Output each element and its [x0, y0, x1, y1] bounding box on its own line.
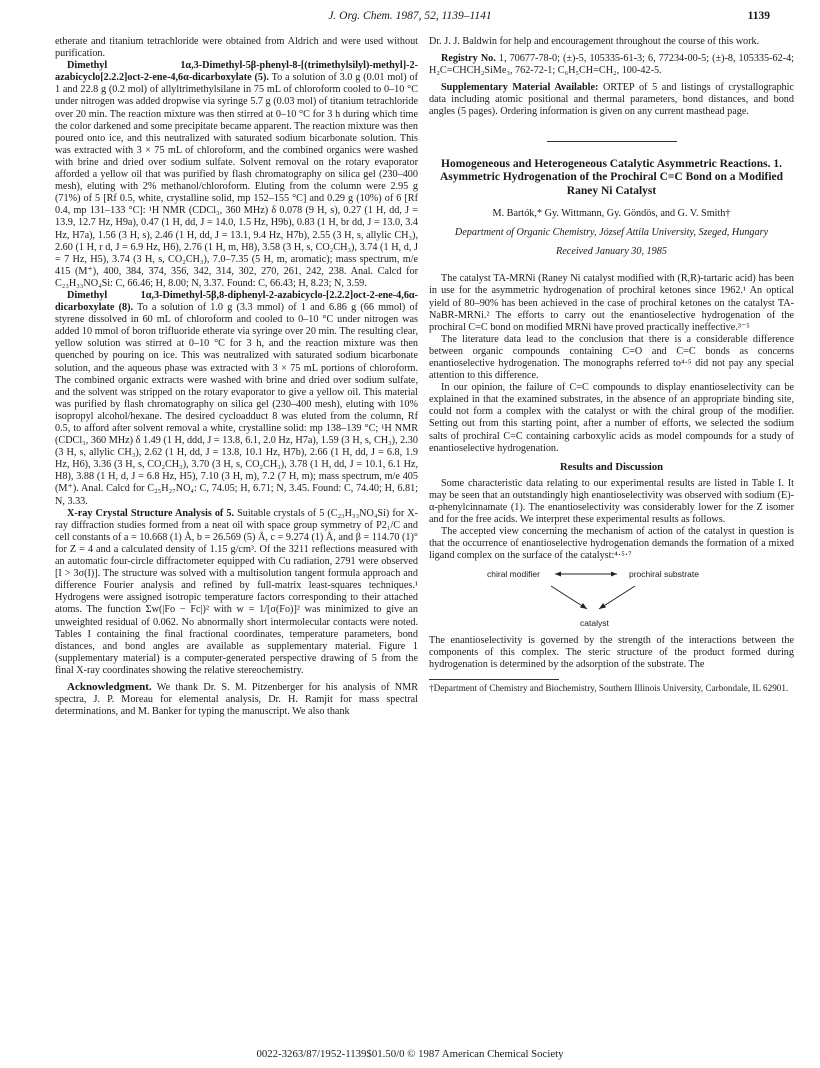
paragraph-continuation: etherate and titanium tetrachloride were obtained from Aldrich and were used without purification.	[55, 36, 418, 60]
complex-scheme	[429, 565, 794, 631]
article-affiliation: Department of Organic Chemistry, József Attila University, Szeged, Hungary	[454, 227, 769, 239]
copyright-footer: 0022-3263/87/1952-1139$01.50/0 © 1987 American Chemical Society	[256, 1048, 564, 1060]
results-paragraph-1: Some characteristic data relating to our experimental results are listed in Table I. It may be seen that an outstandingly high enantioselectivity was observed with sodium (E)-α-phenylcinnamate (1). The enantioselectivity was considerably lower for the Z isomer and for the free acids. We interpret these experimental results as follows.	[429, 477, 794, 526]
registry-body: 1, 70677-78-0; (±)-5, 105335-61-3; 6, 77234-00-5; (±)-8, 105335-62-4; H₂C=CHCH₂SiMe₃, 762-72-1; C₆H₅CH=CH₂, 100-42-5.	[429, 53, 795, 77]
supplementary-heading: Supplementary Material Available:	[441, 82, 599, 94]
procedure-compound-8	[55, 290, 418, 508]
results-paragraph-2: The accepted view concerning the mechanism of action of the catalyst in question is that the occurrence of enantioselective hydrogenation demands the formation of a mixed ligand complex on the surface of the catalyst:⁴·⁵·⁷	[429, 526, 794, 562]
procedure-heading: Dimethyl 1α,3-Dimethyl-5β-phenyl-8-[(trimethylsilyl)-methyl]-2-azabicyclo[2.2.2]oct-2-ene-4,6α-dicarboxylate (5).	[55, 60, 418, 84]
article-title: Homogeneous and Heterogeneous Catalytic Asymmetric Reactions. 1. Asymmetric Hydrogenation of the Prochiral C=C Bond on a Modified Raney Ni Catalyst	[439, 157, 784, 197]
article-divider	[547, 141, 677, 142]
acknowledgment-heading: Acknowledgment.	[67, 680, 152, 693]
registry-heading: Registry No.	[441, 53, 496, 65]
footnote: †Department of Chemistry and Biochemistry, Southern Illinois University, Carbondale, IL 62901.	[429, 682, 789, 693]
arrowhead-catalyst-left	[580, 603, 587, 609]
supplementary-body: ORTEP of 5 and listings of crystallographic data including atomic positional and thermal parameters, bond distances, and bond angles (5 pages). Ordering information is given on any current masthead page.	[429, 82, 794, 118]
received-date: Received January 30, 1985	[556, 246, 667, 258]
intro-paragraph-1: The catalyst TA-MRNi (Raney Ni catalyst modified with (R,R)-tartaric acid) has been in use for the asymmetric hydrogenation of prochiral ketones since 1962.¹ An optical yield of 80–90% has been achieved in the case of prochiral ketones on the catalyst TA-NaBR-MRNi.² The efforts to carry out the enantioselective hydrogenation of the prochiral C=C bond on modified MRNi have proved practically ineffective.³⁻⁵	[429, 273, 794, 333]
procedure-heading: Dimethyl 1α,3-Dimethyl-5β,8-diphenyl-2-azabicyclo-[2.2.2]oct-2-ene-4,6α-dicarboxylate (8).	[55, 289, 418, 314]
xray-body: Suitable crystals of 5 (C₂₃H₃₃NO₄Si) for X-ray diffraction studies formed from a neat oil with space group symmetry of P2₁/C and cell constants of a = 10.668 (1) Å, b = 26.569 (5) Å, c = 9.274 (1) Å, and β = 114.70 (1)° for Z = 4 and a calculated density of 1.15 g/cm³. Of the 3211 reflections measured with an automatic four-circle diffractometer equipped with Cu radiation, 2791 were observed [I > 3σ(I)]. The structure was solved with a multisolution tangent formula approach and difference Fourier analysis and refined by full-matrix least-squares techniques.¹ Hydrogens were assigned isotropic temperature factors corresponding to their attached atoms. The function Σw(|Fo − Fc|)² with w = 1/[σ(Fo)]² was minimized to give an unweighted residual of 0.062. No abnormally short intermolecular contacts were noted. Tables I containing the final fractional coordinates, temperature parameters, bond distances, and bond angles are available as supplementary material. Figure 1 (supplementary material) is a computer-generated perspective drawing of 5 from the final X-ray coordinates showing the relative stereochemistry.	[55, 507, 419, 676]
results-paragraph-3: The enantioselectivity is governed by the strength of the interactions between the components of this complex. The steric structure of the product formed during hydrogenation is determined by the adsorption of the substrate. The	[429, 634, 794, 670]
acknowledgment	[55, 681, 418, 718]
procedure-body: To a solution of 1.0 g (3.3 mmol) of 1 and 6.86 g (66 mmol) of styrene dissolved in 60 mL of chloroform and cooled to 0–10 °C under nitrogen was added 10 mmol of boron trifluoride etherate via syringe over 20 min. The resulting clear, yellow solution was stirred at 0–10 °C for 3 h, and the reaction mixture was then quenched by pouring on ice. This was neutralized with saturated sodium bicarbonate solution, and the aqueous phase was extracted with 3 × 75 mL portions of chloroform. The combined organic extracts were washed with brine and dried over sodium sulfate, and the solvent was stripped on the rotary evaporator to give a yellow oil. This material was purified by flash chromatography on silica gel (230–400 mesh), eluting with 10% isopropyl alcohol/hexane. The desired cycloadduct 8 was eluted from the column, Rf 0.5, to afford after solvent removal a white, crystalline solid: mp 138–139 °C; ¹H NMR (CDCl₃, 360 MHz) δ 1.49 (1 H, ddd, J = 13.8, 6.1, 2.0 Hz, H7a), 1.59 (3 H, s, CH₃), 2.30 (3 H, s, allylic CH₃), 2.62 (1 H, dd, J = 13.8, 10.1 Hz, H7b), 2.66 (1 H, dd, J = 6.8, 1.9 Hz, H6), 3.36 (3 H, s, CO₂CH₃), 3.70 (3 H, s, CO₂CH₃), 3.78 (1 H, dd, J = 10.1, 6.1 Hz, H8), 3.88 (1 H, d, J = 6.8 Hz, H5), 7.10 (3 H, m), 7.2 (7 H, m); mass spectrum, m/e 405 (M⁺). Anal. Calcd for C₂₅H₂₇NO₄: C, 74.05; H, 6.71; N, 3.45. Found: C, 74.40; H, 6.81; N, 3.33.	[55, 302, 418, 507]
arrowhead-right	[611, 571, 617, 576]
procedure-compound-5	[55, 60, 418, 290]
left-column	[55, 36, 418, 718]
scheme-label-substrate: prochiral substrate	[629, 568, 699, 579]
acknowledgment-continuation: Dr. J. J. Baldwin for help and encouragement throughout the course of this work.	[429, 36, 760, 47]
right-column	[429, 36, 794, 694]
arrowhead-catalyst-right	[599, 603, 606, 609]
footnote-rule	[429, 679, 559, 680]
page-number: 1139	[747, 10, 770, 22]
intro-paragraph-3: In our opinion, the failure of C=C compounds to display enantioselectivity can be explained in that the examined substrates, in the absence of an appropriate binding site, could not form a complex with the catalyst or with the chiral group of the modifier. Setting out from this starting point, after a number of efforts, we selected the sodium salts of prochiral C=C containing carboxylic acids as model compounds for a study of enantioselective hydrogenation.	[429, 382, 794, 454]
procedure-body: To a solution of 3.0 g (0.01 mol) of 1 and 22.8 g (0.2 mol) of allyltrimethylsilane in 75 mL of chloroform cooled to 0–10 °C under nitrogen was added dropwise via syringe 5.7 g (0.03 mol) of titanium tetrachloride over 20 min. The reaction mixture was then stirred at 0–10 °C for 3 h during which time the color darkened and some precipitate became apparent. The reaction mixture was then poured onto ice, and this neutralized with saturated sodium bicarbonate solution. This was extracted with 3 × 75 mL of chloroform, and the combined organics were washed with brine and dried over sodium sulfate. Solvent removal on the rotary evaporator afforded a yellow oil that was purified by flash chromatography on silica gel (230–400 mesh), eluting with 2% methanol/chloroform. Eluting from the column were 2.95 g (71%) of 5 [Rf 0.5, white, crystalline solid, mp 152–155 °C] and 0.29 g (10%) of 6 [Rf 0.4, mp 131–133 °C]: ¹H NMR (CDCl₃, 360 MHz) δ 0.078 (9 H, s), 0.27 (1 H, dd, J = 13.9, 12.7 Hz, H9a), 0.47 (1 H, dd, J = 14.0, 1.5 Hz, H9b), 0.83 (1 H, br dd, J = 13.0, 3.4 Hz, H7a), 1.56 (3 H, s), 2.46 (1 H, dd, J = 13.1, 9.4 Hz, H7b), 2.55 (3 H, s, allylic CH₃), 2.60 (1 H, r d, J = 6.9 Hz, H6), 2.76 (1 H, m, H8), 3.58 (3 H, s, CO₂CH₃), 3.74 (1 H, d, J = 7 Hz, H5), 3.74 (3 H, s, CO₂CH₃), 7.0–7.35 (5 H, m, aromatic); mass spectrum, m/e 415 (M⁺), 400, 384, 374, 356, 342, 314, 302, 270, 261, 242, 238. Anal. Calcd for C₂₃H₃₃NO₄Si: C, 66.46; H, 8.00; N, 3.37. Found: C, 66.43; H, 8.23; N, 3.59.	[55, 72, 418, 289]
scheme-label-modifier: chiral modifier	[487, 568, 540, 579]
xray-heading: X-ray Crystal Structure Analysis of 5.	[67, 507, 235, 519]
running-header: J. Org. Chem. 1987, 52, 1139–1141	[328, 10, 492, 22]
acknowledgment-body: We thank Dr. S. M. Pitzenberger for his analysis of NMR spectra, J. P. Moreau for elemental analysis, Dr. H. Ramjit for mass spectral determinations, and M. Banker for typing the manuscript. We also thank	[55, 681, 418, 718]
registry-numbers	[429, 53, 794, 77]
article-authors: M. Bartók,* Gy. Wittmann, Gy. Göndös, and G. V. Smith†	[492, 208, 731, 220]
arrowhead-left	[555, 571, 561, 576]
scheme-arrows	[429, 565, 794, 631]
xray-analysis	[55, 508, 418, 677]
supplementary-material	[429, 82, 794, 118]
scheme-label-catalyst: catalyst	[580, 617, 609, 628]
intro-paragraph-2: The literature data lead to the conclusion that there is a considerable difference between organic compounds containing C=O and C=C bonds as concerns enantioselective hydrogenation. The monographs referred to⁴·⁵ did not pay any special attention to this difference.	[429, 333, 794, 382]
section-heading: Results and Discussion	[559, 461, 664, 473]
